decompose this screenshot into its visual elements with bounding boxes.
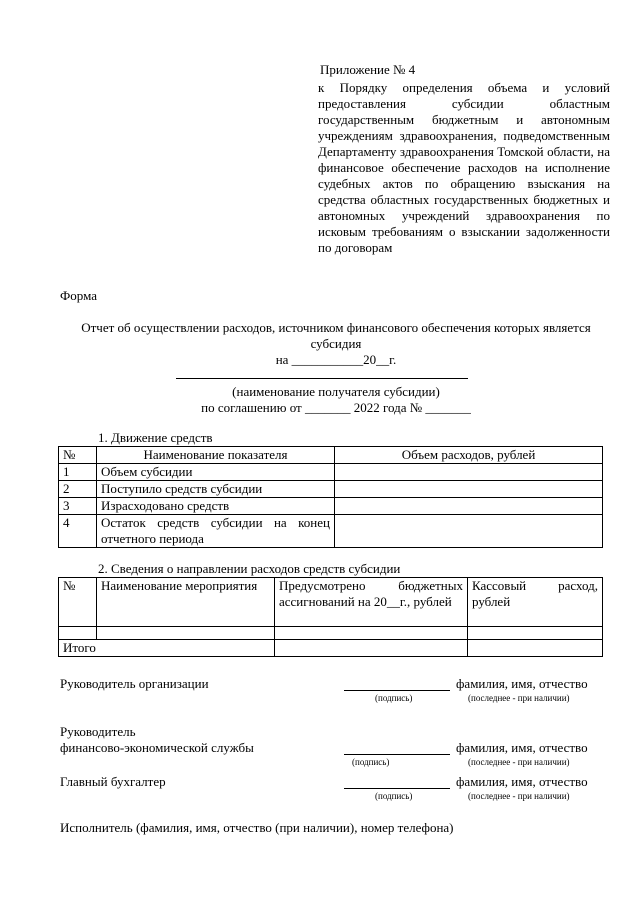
- row-indicator: Израсходовано средств: [97, 498, 335, 515]
- chief-accountant-label: Главный бухгалтер: [60, 774, 166, 789]
- signature-line: [344, 754, 450, 755]
- col-number-header: №: [59, 578, 97, 627]
- total-cash-cell[interactable]: [468, 640, 603, 657]
- total-row: [59, 640, 603, 657]
- table-row: [59, 627, 603, 640]
- agreement-line: по соглашению от _______ 2022 года № _______: [201, 400, 471, 415]
- col-cash-expense-header: Кассовый расход, рублей: [468, 578, 603, 627]
- signature-caption: (подпись): [375, 693, 413, 703]
- total-budget-cell[interactable]: [275, 640, 468, 657]
- row-number: 1: [59, 464, 97, 481]
- signature-line: [344, 690, 450, 691]
- section2-title: 2. Сведения о направлении расходов средств субсидии: [98, 561, 401, 576]
- fio-label: фамилия, имя, отчество: [456, 676, 588, 691]
- fio-caption: (последнее - при наличии): [468, 791, 570, 801]
- section1-title: 1. Движение средств: [98, 430, 213, 445]
- signature-caption: (подпись): [352, 757, 390, 767]
- funds-movement-table: [58, 446, 603, 548]
- recipient-caption: (наименование получателя субсидии): [232, 384, 440, 399]
- report-period: на ___________20__г.: [275, 352, 397, 367]
- form-label: Форма: [60, 288, 97, 303]
- fio-caption: (последнее - при наличии): [468, 693, 570, 703]
- signature-line: [344, 788, 450, 789]
- fio-caption: (последнее - при наличии): [468, 757, 570, 767]
- col-amount-header: Объем расходов, рублей: [335, 447, 603, 464]
- col-indicator-header: Наименование показателя: [97, 447, 335, 464]
- finance-head-label-line1: Руководитель: [60, 724, 136, 739]
- table-header-row: [59, 447, 603, 464]
- empty-cell[interactable]: [275, 627, 468, 640]
- total-label: Итого: [59, 640, 275, 657]
- empty-cell[interactable]: [468, 627, 603, 640]
- row-indicator: Поступило средств субсидии: [97, 481, 335, 498]
- executor-line: Исполнитель (фамилия, имя, отчество (при наличии), номер телефона): [60, 820, 454, 835]
- table-row: [59, 481, 603, 498]
- appendix-text: к Порядку определения объема и условий предоставления субсидии областным государственным бюджетным и автономным учреждениям здравоохранения, подведомственным Департаменту здравоохранения Томской области, на финансовое обеспечение расходов на исполнение судебных актов по обращению взыскания на средства областных государственных бюджетных и автономных учреждений здравоохранения по исковым требованиям о взыскании задолженности по договорам: [318, 80, 610, 255]
- row-number: 2: [59, 481, 97, 498]
- table-header-row: [59, 578, 603, 627]
- fio-label: фамилия, имя, отчество: [456, 774, 588, 789]
- col-activity-header: Наименование мероприятия: [97, 578, 275, 627]
- row-amount-cell[interactable]: [335, 481, 603, 498]
- row-indicator: Объем субсидии: [97, 464, 335, 481]
- appendix-title: Приложение № 4: [320, 62, 416, 77]
- row-number: 3: [59, 498, 97, 515]
- signature-caption: (подпись): [375, 791, 413, 801]
- col-number-header: №: [59, 447, 97, 464]
- expense-directions-table: [58, 577, 603, 657]
- row-amount-cell[interactable]: [335, 515, 603, 548]
- table-row: [59, 464, 603, 481]
- table-row: [59, 515, 603, 548]
- row-number: 4: [59, 515, 97, 548]
- row-amount-cell[interactable]: [335, 464, 603, 481]
- empty-cell[interactable]: [97, 627, 275, 640]
- head-label: Руководитель организации: [60, 676, 209, 691]
- table-row: [59, 498, 603, 515]
- fio-label: фамилия, имя, отчество: [456, 740, 588, 755]
- report-title: Отчет об осуществлении расходов, источником финансового обеспечения которых является субсидия: [81, 320, 591, 351]
- row-amount-cell[interactable]: [335, 498, 603, 515]
- finance-head-label-line2: финансово-экономической службы: [60, 740, 254, 755]
- row-indicator: Остаток средств субсидии на конец отчетного периода: [97, 515, 335, 548]
- empty-cell[interactable]: [59, 627, 97, 640]
- recipient-name-line: [176, 378, 468, 379]
- col-budget-header: Предусмотрено бюджетных ассигнований на 20__г., рублей: [275, 578, 468, 627]
